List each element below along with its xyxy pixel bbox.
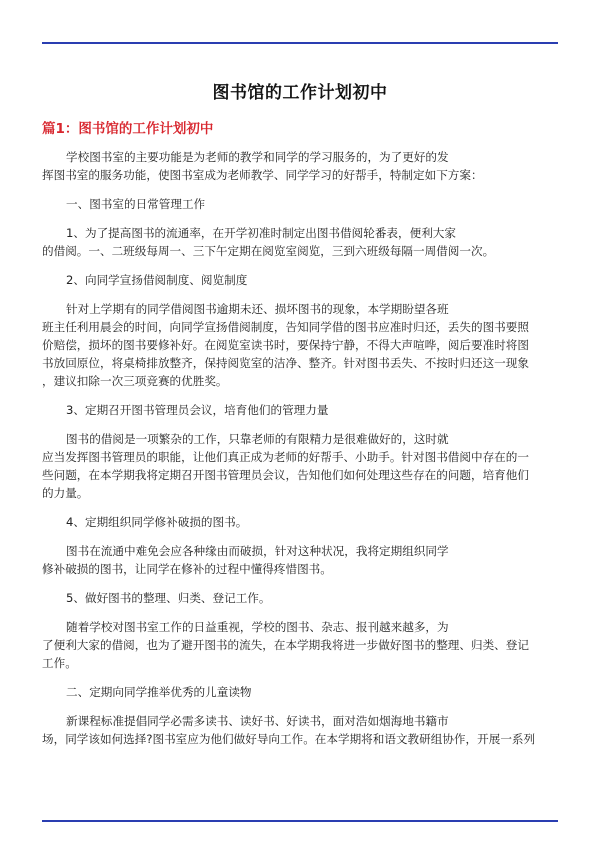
paragraph-line: 修补破损的图书，让同学在修补的过程中懂得疼惜图书。 <box>42 562 332 576</box>
paragraph-line: 场，同学该如何选择?图书室应为他们做好导向工作。在本学期将和语文教研组协作，开展一系列 <box>42 732 536 746</box>
paragraph-line: 书放回原位，将桌椅排放整齐，保持阅览室的洁净、整齐。针对图书丢失、不按时归还这一现象 <box>42 356 529 370</box>
subsection-heading: 3、定期召开图书管理员会议，培育他们的管理力量 <box>66 403 329 417</box>
subsection-heading: 一、图书室的日常管理工作 <box>66 197 206 211</box>
paragraph-line: 的借阅。一、二班级每周一、三下午定期在阅览室阅览，三到六班级每隔一周借阅一次。 <box>42 244 495 258</box>
paragraph-line: 图书的借阅是一项繁杂的工作，只靠老师的有限精力是很难做好的，这时就 <box>66 432 449 446</box>
paragraph-gap <box>42 672 558 683</box>
paragraph-line: 班主任利用晨会的时间，向同学宣扬借阅制度，告知同学借的图书应准时归还，丢失的图书要照 <box>42 320 529 334</box>
paragraph <box>42 148 558 184</box>
paragraph-line: 的力量。 <box>42 486 89 500</box>
paragraph-gap <box>42 578 558 589</box>
footer-rule <box>42 820 558 822</box>
paragraph-line: 应当发挥图书管理员的职能，让他们真正成为老师的好帮手、小助手。针对图书借阅中存在的一 <box>42 450 529 464</box>
document-title: 图书馆的工作计划初中 <box>212 83 388 103</box>
section-title: 篇1：图书馆的工作计划初中 <box>42 121 214 137</box>
paragraph-gap <box>42 607 558 618</box>
paragraph-line: 了便利大家的借阅，也为了避开图书的流失，在本学期我将进一步做好图书的整理、归类、登记 <box>42 638 529 652</box>
paragraph-line: 挥图书室的服务功能，使图书室成为老师教学、同学学习的好帮手，特制定如下方案： <box>42 168 483 182</box>
paragraph-gap <box>42 419 558 430</box>
paragraph <box>42 712 558 748</box>
header-rule <box>42 42 558 44</box>
paragraph-line: ，建议扣除一次三项竞赛的优胜奖。 <box>42 374 228 388</box>
paragraph-gap <box>42 260 558 271</box>
paragraph <box>42 430 558 502</box>
subsection-heading: 5、做好图书的整理、归类、登记工作。 <box>66 591 271 605</box>
paragraph <box>42 542 558 578</box>
paragraph-gap <box>42 701 558 712</box>
paragraph <box>42 300 558 390</box>
paragraph-line: 些问题，在本学期我将定期召开图书管理员会议，告知他们如何处理这些存在的问题，培育他们 <box>42 468 529 482</box>
subsection-heading: 4、定期组织同学修补破损的图书。 <box>66 515 248 529</box>
paragraph-line: 工作。 <box>42 656 77 670</box>
paragraph-line: 新课程标准提倡同学必需多读书、读好书、好读书，面对浩如烟海地书籍市 <box>66 714 449 728</box>
paragraph-gap <box>42 390 558 401</box>
paragraph-gap <box>42 184 558 195</box>
paragraph-gap <box>42 213 558 224</box>
document-body <box>42 148 558 748</box>
paragraph-line: 价赔偿，损坏的图书要修补好。在阅览室读书时，要保持宁静，不得大声喧哗，阅后要准时将图 <box>42 338 529 352</box>
paragraph-gap <box>42 531 558 542</box>
subsection-heading: 2、向同学宣扬借阅制度、阅览制度 <box>66 273 248 287</box>
paragraph-line: 随着学校对图书室工作的日益重视，学校的图书、杂志、报刊越来越多，为 <box>66 620 449 634</box>
paragraph-gap <box>42 502 558 513</box>
paragraph <box>42 224 558 260</box>
paragraph-line: 图书在流通中难免会应各种缘由而破损，针对这种状况，我将定期组织同学 <box>66 544 449 558</box>
paragraph-line: 针对上学期有的同学借阅图书逾期未还、损坏图书的现象，本学期盼望各班 <box>66 302 449 316</box>
paragraph-line: 学校图书室的主要功能是为老师的教学和同学的学习服务的，为了更好的发 <box>66 150 449 164</box>
paragraph <box>42 618 558 672</box>
subsection-heading: 二、定期向同学推举优秀的儿童读物 <box>66 685 252 699</box>
paragraph-line: 1、为了提高图书的流通率，在开学初准时制定出图书借阅轮番表，便利大家 <box>66 226 456 240</box>
paragraph-gap <box>42 289 558 300</box>
